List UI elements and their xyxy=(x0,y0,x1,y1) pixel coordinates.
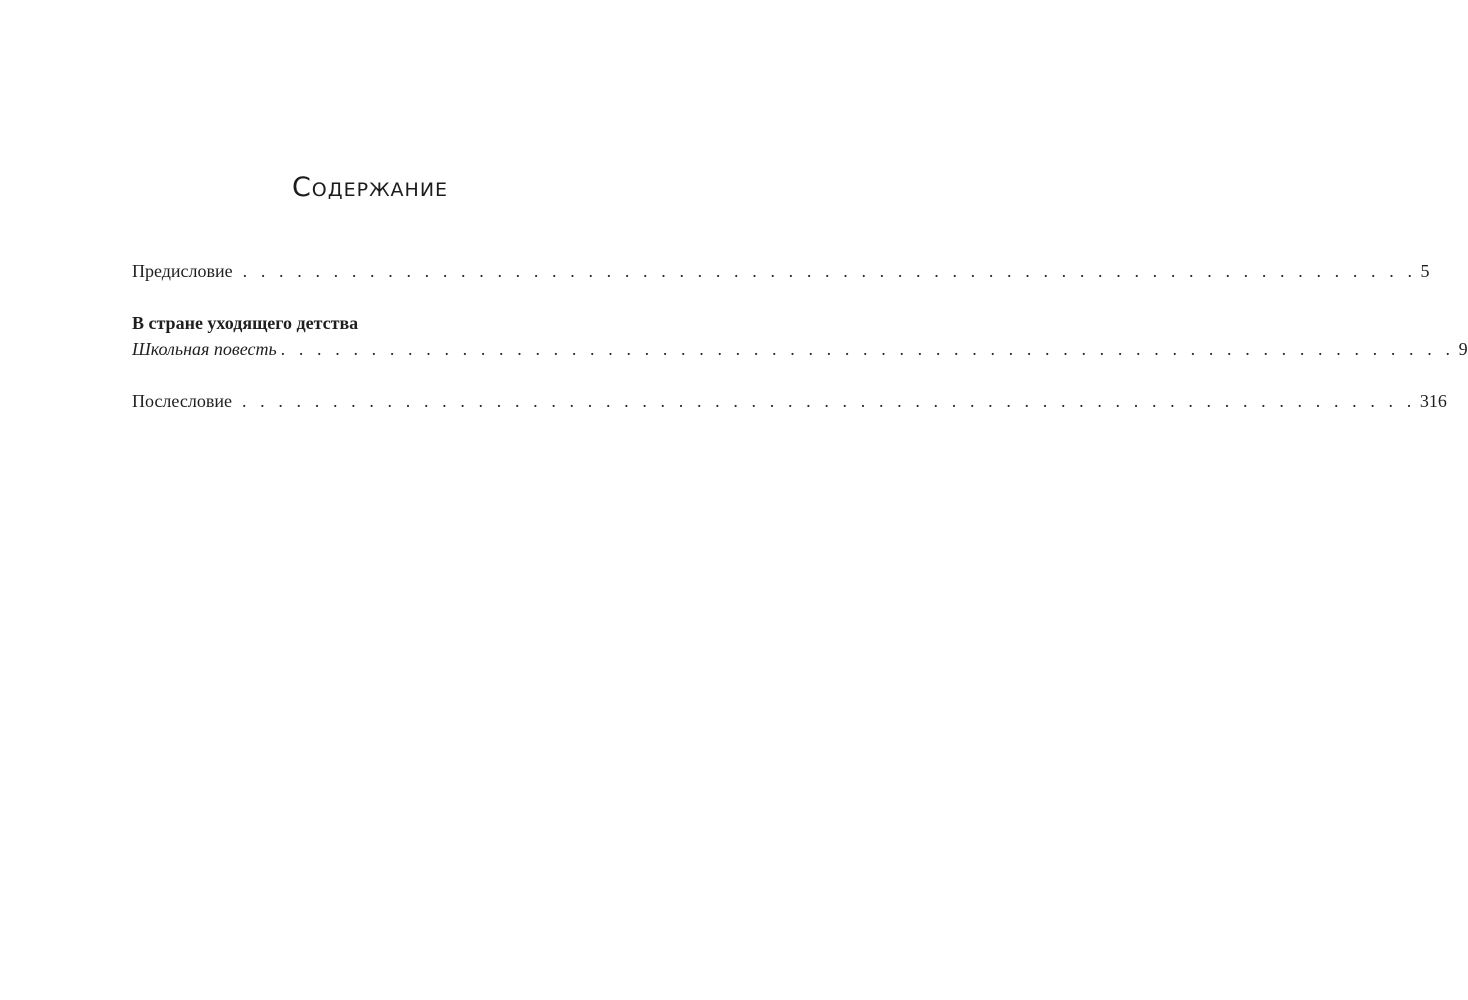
toc-page-number: 9 xyxy=(1458,339,1468,359)
toc-section-heading: В стране уходящего детства xyxy=(132,313,359,333)
dot-leader: . . . . . . . . . . . . . . . . . . . . . . . . . . . . . . . . . . . . . . . . . . . . . . . . . . . . . . . . . . . . . . . . . xyxy=(280,339,1455,359)
table-of-contents xyxy=(132,258,1468,414)
toc-entry-label: Предисловие xyxy=(132,261,233,281)
dot-leader: . . . . . . . . . . . . . . . . . . . . . . . . . . . . . . . . . . . . . . . . . . . . . . . . . . . . . . . . . . . . . . . . . xyxy=(241,391,1416,411)
toc-page-number: 5 xyxy=(1420,261,1430,281)
toc-entry-afterword xyxy=(132,388,1447,414)
page-title: Содержание xyxy=(291,172,449,203)
toc-page-number: 316 xyxy=(1419,391,1447,411)
toc-entry-preface xyxy=(132,258,1430,284)
toc-entry-school-story xyxy=(132,336,1468,362)
toc-entry-label: Послесловие xyxy=(132,391,232,411)
toc-entry-label: Школьная повесть xyxy=(132,339,277,359)
dot-leader: . . . . . . . . . . . . . . . . . . . . . . . . . . . . . . . . . . . . . . . . . . . . . . . . . . . . . . . . . . . . . . . . . xyxy=(242,261,1417,281)
